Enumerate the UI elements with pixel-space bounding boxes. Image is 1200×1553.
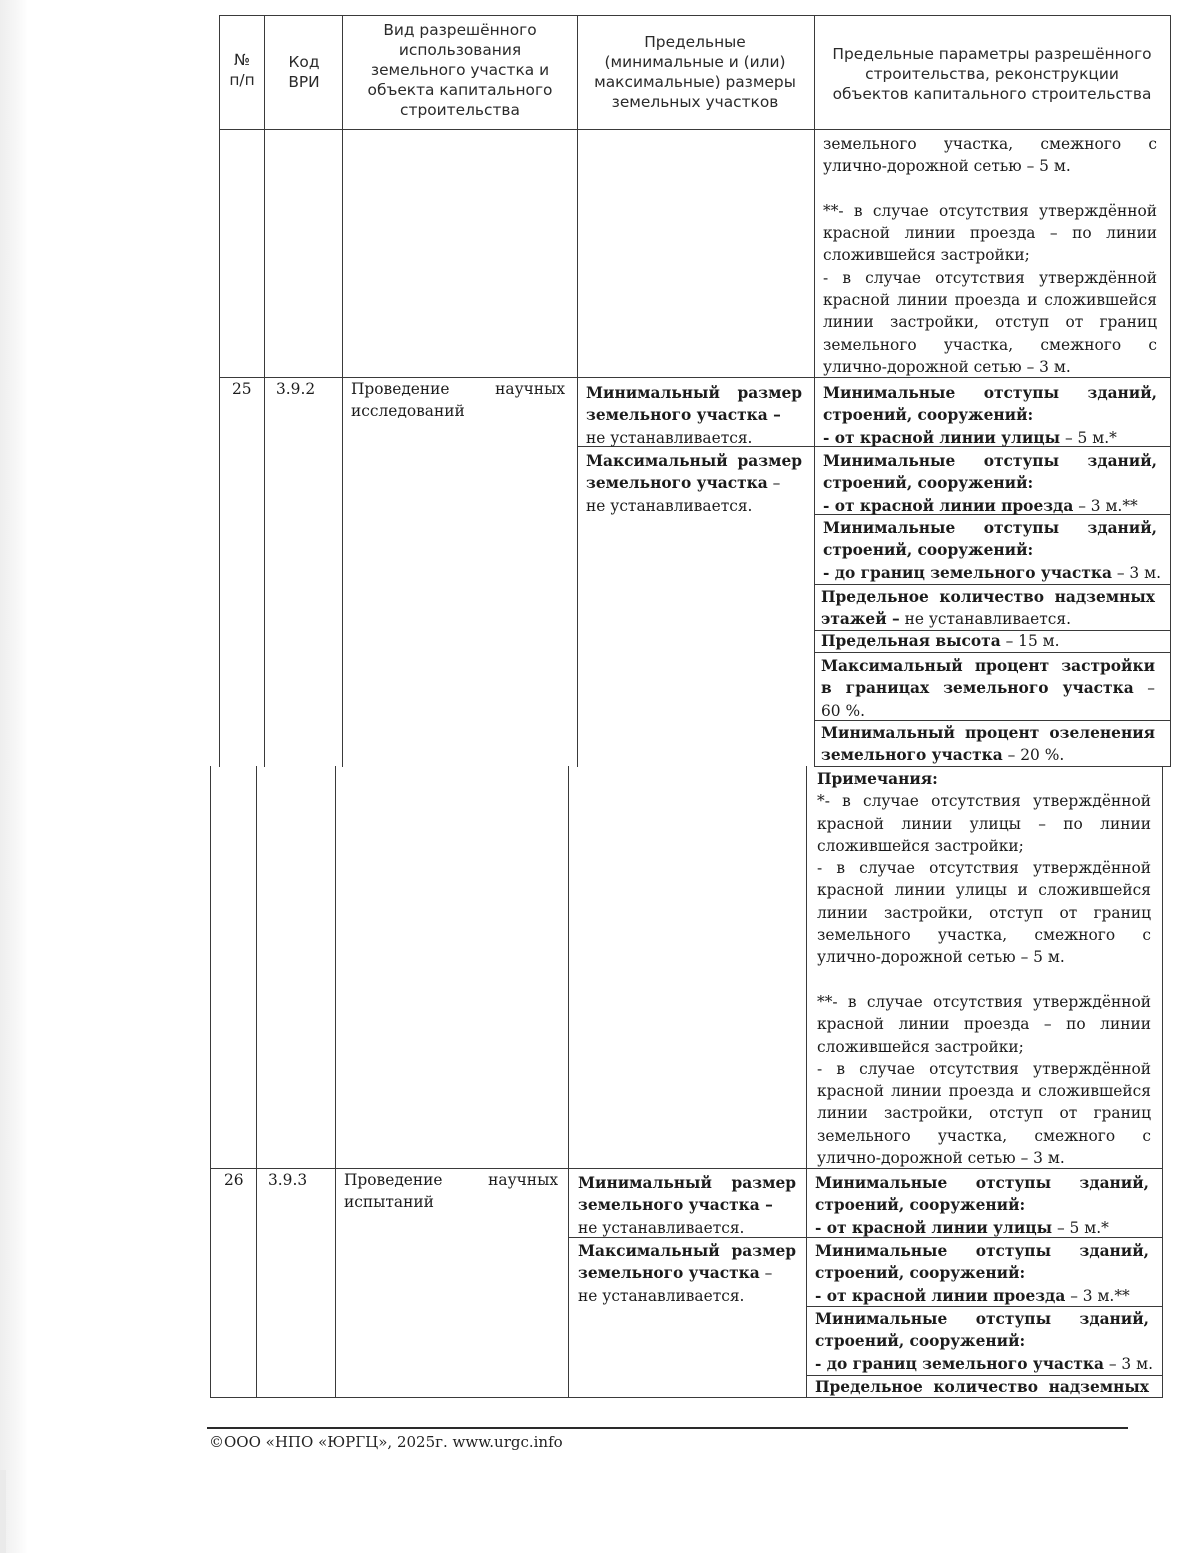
- text-line: сложившейся застройки;: [817, 836, 1024, 855]
- text-bold: земельного участка: [586, 474, 768, 493]
- text-line: Проведение научных: [351, 380, 565, 398]
- text-line: строений, сооружений:: [815, 1196, 1026, 1215]
- text-line: Минимальный размер: [586, 384, 802, 402]
- row-use-type: [351, 378, 565, 423]
- text-line: красной линии проезда – по линии: [817, 1015, 1151, 1034]
- text-value: –: [759, 1264, 773, 1283]
- table-border: [219, 15, 1171, 16]
- table-border: [577, 15, 578, 767]
- text-value: – 5 м.*: [1052, 1218, 1109, 1237]
- text-line: испытаний: [344, 1193, 434, 1212]
- text-value: – 5 м.*: [1060, 428, 1117, 447]
- text-line: линии застройки, отступ от границ: [817, 903, 1151, 922]
- text-line: **- в случае отсутствия утверждённой: [817, 992, 1151, 1011]
- text-line: строений, сооружений:: [815, 1264, 1026, 1283]
- text-bold: - от красной линии проезда: [823, 496, 1074, 515]
- table-border: [814, 584, 1170, 585]
- text-value: – 3 м.**: [1065, 1286, 1130, 1305]
- text-line: строений, сооружений:: [823, 474, 1034, 493]
- text-line: Минимальные отступы зданий,: [823, 384, 1157, 402]
- setback-street-line: [823, 382, 1157, 449]
- text-line: красной линии улицы и сложившейся: [817, 881, 1151, 900]
- max-floors: [821, 586, 1155, 631]
- text-line: Минимальные отступы зданий,: [823, 519, 1157, 537]
- setback-street-line: [815, 1172, 1149, 1239]
- text-bold: - до границ земельного участка: [815, 1354, 1104, 1373]
- text-line: красной линии проезда и сложившейся: [823, 291, 1157, 310]
- text-value: – 20 %.: [1002, 746, 1065, 765]
- text-bold: этажей –: [821, 610, 900, 629]
- text-line: земельного участка, смежного с: [823, 335, 1157, 354]
- table-border: [335, 766, 336, 1398]
- setback-driveway-line: [815, 1240, 1149, 1307]
- text-line: не устанавливается.: [586, 428, 753, 447]
- text-line: улично-дорожной сетью – 3 м.: [817, 1149, 1065, 1168]
- table-border: [264, 15, 265, 767]
- text-bold: - до границ земельного участка: [823, 563, 1112, 582]
- row-number: 25: [232, 380, 252, 398]
- table-border: [219, 15, 220, 767]
- text-line: строений, сооружений:: [823, 541, 1034, 560]
- header-col-number: № п/п: [229, 51, 255, 89]
- text-line: земельного участка, смежного с: [817, 1126, 1151, 1145]
- text-line: линии застройки, отступ от границ: [823, 313, 1157, 332]
- text-line: улично-дорожной сетью – 3 м.: [823, 357, 1071, 376]
- max-plot-size: [586, 450, 802, 517]
- table-border: [256, 766, 257, 1398]
- text-line: земельного участка –: [586, 406, 781, 425]
- text-bold: - от красной линии проезда: [815, 1286, 1066, 1305]
- text-line: красной линии проезда и сложившейся: [817, 1082, 1151, 1101]
- table-border: [342, 15, 343, 767]
- text-line: - в случае отсутствия утверждённой: [817, 859, 1151, 878]
- text-line: земельного участка, смежного с: [817, 926, 1151, 945]
- text-bold: - от красной линии улицы: [815, 1218, 1053, 1237]
- table-border: [814, 15, 815, 767]
- text-line: строений, сооружений:: [823, 406, 1034, 425]
- text-value: –: [767, 474, 781, 493]
- setback-driveway-line: [823, 450, 1157, 517]
- setback-plot-boundary: [815, 1308, 1153, 1375]
- setback-plot-boundary: [823, 517, 1161, 584]
- min-plot-size: [586, 382, 802, 449]
- text-value: – 15 м.: [1000, 632, 1060, 650]
- text-bold: земельного участка: [578, 1264, 760, 1283]
- header-col-code: Код ВРИ: [288, 53, 320, 91]
- scan-edge: [0, 0, 28, 1553]
- text-line: не устанавливается.: [578, 1286, 745, 1305]
- text-line: Минимальный процент озеленения: [821, 724, 1155, 742]
- text-line: 60 %.: [821, 701, 865, 720]
- text-line: Максимальный процент застройки: [821, 657, 1155, 675]
- notes-title: Примечания:: [817, 770, 938, 788]
- table-border: [1162, 766, 1163, 1398]
- text-line: *- в случае отсутствия утверждённой: [817, 792, 1151, 811]
- text-line: Минимальные отступы зданий,: [815, 1174, 1149, 1192]
- text-bold: - от красной линии улицы: [823, 428, 1061, 447]
- continued-params-cell: [823, 133, 1157, 378]
- row-number: 26: [224, 1171, 244, 1189]
- scan-artifact: [0, 1470, 6, 1553]
- max-building-coverage: [821, 655, 1155, 722]
- text-line: земельного участка, смежного с: [823, 135, 1157, 153]
- notes: [817, 768, 1151, 1169]
- text-line: - в случае отсутствия утверждённой: [823, 268, 1157, 287]
- table-border: [1170, 15, 1171, 767]
- table-border: [219, 129, 1171, 130]
- text-value: – 3 м.: [1111, 563, 1161, 582]
- max-floors: [815, 1376, 1149, 1398]
- footer-copyright: ©ООО «НПО «ЮРГЦ», 2025г. www.urgc.info: [209, 1433, 563, 1451]
- text-line: исследований: [351, 402, 465, 421]
- max-plot-size: [578, 1240, 796, 1307]
- text-line: Минимальные отступы зданий,: [815, 1242, 1149, 1260]
- blank-line: [823, 178, 1157, 200]
- text-line: не устанавливается.: [578, 1218, 745, 1237]
- text-line: Проведение научных: [344, 1171, 558, 1189]
- row-code: 3.9.3: [268, 1171, 308, 1189]
- text-line: не устанавливается.: [586, 496, 753, 515]
- text-line: земельного участка –: [578, 1196, 773, 1215]
- text-line: Максимальный размер: [578, 1242, 796, 1260]
- row-code: 3.9.2: [276, 380, 316, 398]
- text-value: не устанавливается.: [899, 610, 1072, 629]
- header-col-plot-size: Предельные (минимальные и (или) максимальные) размеры земельных участков: [594, 33, 796, 111]
- footer-rule: [207, 1427, 1128, 1429]
- table-border: [210, 766, 211, 1398]
- text-bold: Предельная высота: [821, 632, 1001, 650]
- text-line: улично-дорожной сетью – 5 м.: [823, 157, 1071, 176]
- min-greening: [821, 722, 1155, 767]
- header-col-build-params: Предельные параметры разрешённого строительства, реконструкции объектов капитального строительства: [832, 45, 1152, 103]
- row-use-type: [344, 1169, 558, 1214]
- blank-line: [817, 969, 1151, 991]
- text-line: Предельное количество надземных: [821, 588, 1155, 606]
- text-line: линии застройки, отступ от границ: [817, 1104, 1151, 1123]
- text-line: красной линии улицы – по линии: [817, 814, 1151, 833]
- text-line: сложившейся застройки;: [817, 1037, 1024, 1056]
- text-line: - в случае отсутствия утверждённой: [817, 1059, 1151, 1078]
- text-line: **- в случае отсутствия утверждённой: [823, 201, 1157, 220]
- text-line: Минимальные отступы зданий,: [815, 1310, 1149, 1328]
- header-col-use-type: Вид разрешённого использования земельного участка и объекта капитального строительства: [367, 21, 553, 119]
- text-value: – 3 м.**: [1073, 496, 1138, 515]
- min-plot-size: [578, 1172, 796, 1239]
- table-border: [806, 766, 807, 1398]
- max-height: [821, 630, 1155, 652]
- text-line: Минимальный размер: [578, 1174, 796, 1192]
- text-line: строений, сооружений:: [815, 1332, 1026, 1351]
- text-line: Предельное количество надземных: [815, 1378, 1149, 1396]
- text-line: улично-дорожной сетью – 5 м.: [817, 948, 1065, 967]
- text-line: сложившейся застройки;: [823, 246, 1030, 265]
- text-line: красной линии проезда – по линии: [823, 224, 1157, 243]
- text-line: Минимальные отступы зданий,: [823, 452, 1157, 470]
- table-border: [568, 766, 569, 1398]
- text-bold: в границах земельного участка: [821, 679, 1134, 698]
- text-value: – 3 м.: [1103, 1354, 1153, 1373]
- text-value: –: [1147, 679, 1155, 698]
- text-line: Максимальный размер: [586, 452, 802, 470]
- text-bold: земельного участка: [821, 746, 1003, 765]
